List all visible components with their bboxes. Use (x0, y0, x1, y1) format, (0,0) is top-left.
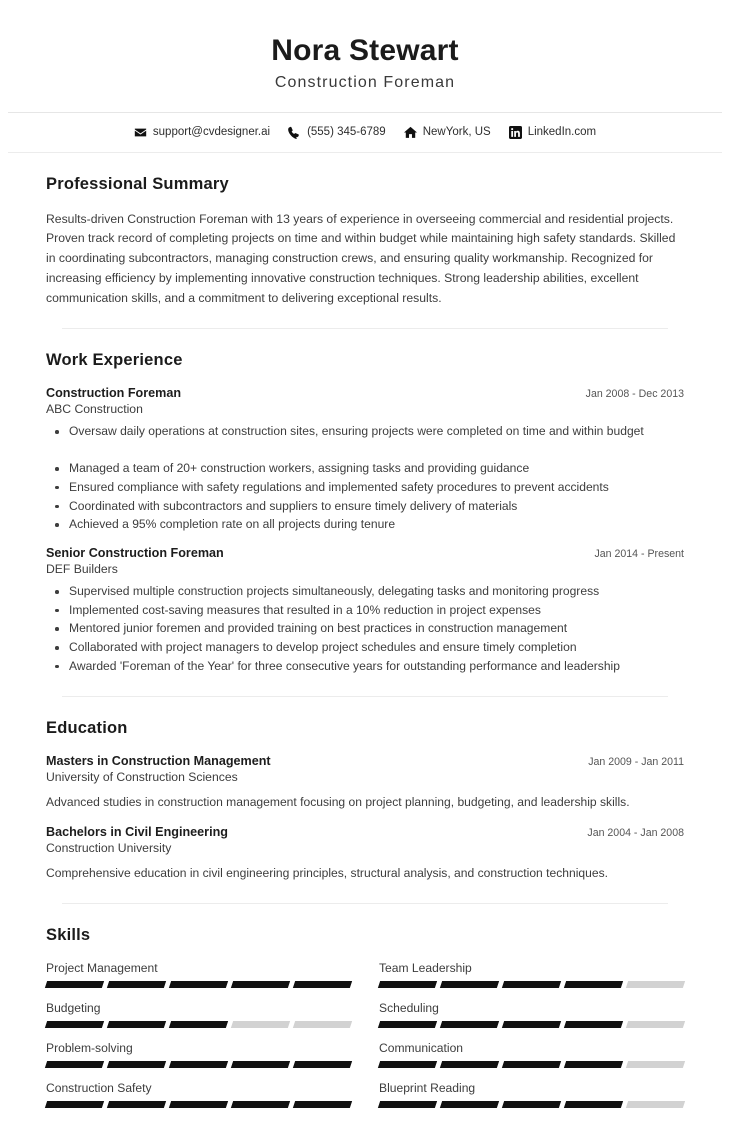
education-school: Construction University (46, 841, 684, 855)
skill-segment (231, 1101, 290, 1108)
skill-segment (502, 1061, 561, 1068)
education-school: University of Construction Sciences (46, 770, 684, 784)
work-bullet: Mentored junior foremen and provided training on best practices in construction management (46, 619, 684, 638)
skill-segment (45, 981, 104, 988)
education-description: Comprehensive education in civil engineering principles, structural analysis, and construction techniques. (46, 864, 684, 883)
skill-segment (169, 1061, 228, 1068)
work-role: Construction Foreman (46, 386, 181, 400)
skill-segment (378, 1021, 437, 1028)
work-entry (46, 546, 684, 676)
work-bullet: Managed a team of 20+ construction workers, assigning tasks and providing guidance (46, 459, 684, 478)
work-bullets (46, 422, 684, 534)
skill-segment (45, 1061, 104, 1068)
skill-segment (293, 1101, 352, 1108)
summary-text: Results-driven Construction Foreman with 13 years of experience in overseeing commercial and residential projects. Proven track record of completing projects on time and within budget while maintaining high safety standards. Skilled in coordinating subcontractors, managing construction crews, and ensuring quality workmanship. Recognized for increasing efficiency by implementing innovative construction techniques. Strong leadership abilities, excellent communication skills, and a commitment to delivering exceptional results. (46, 210, 684, 309)
skill-item (46, 1041, 351, 1081)
work-entry-header (46, 546, 684, 560)
education-degree: Bachelors in Civil Engineering (46, 825, 228, 839)
skill-label: Construction Safety (46, 1081, 351, 1095)
linkedin-icon (509, 126, 522, 139)
section-title-skills: Skills (46, 926, 684, 945)
skill-item (379, 1081, 684, 1121)
work-bullet: Ensured compliance with safety regulations and implemented safety procedures to prevent accidents (46, 478, 684, 497)
skill-segment (502, 1101, 561, 1108)
skill-segment (293, 981, 352, 988)
skill-segment (378, 981, 437, 988)
skills-grid (46, 961, 684, 1121)
home-icon (404, 126, 417, 139)
work-bullet: Supervised multiple construction projects simultaneously, delegating tasks and monitoring progress (46, 582, 684, 601)
skill-segment (107, 1061, 166, 1068)
work-bullets (46, 582, 684, 676)
skill-segment (169, 981, 228, 988)
section-title-summary: Professional Summary (46, 175, 684, 194)
skill-segment (502, 1021, 561, 1028)
skill-segment (564, 1101, 623, 1108)
contact-linkedin[interactable] (509, 126, 596, 139)
education-date: Jan 2004 - Jan 2008 (587, 827, 684, 839)
skill-level-bar (46, 1021, 351, 1028)
skill-segment (564, 1061, 623, 1068)
skill-segment (378, 1061, 437, 1068)
skill-segment (169, 1021, 228, 1028)
contact-email-text: support@cvdesigner.ai (153, 126, 270, 138)
skill-label: Problem-solving (46, 1041, 351, 1055)
skill-label: Project Management (46, 961, 351, 975)
envelope-icon (134, 126, 147, 139)
education-description: Advanced studies in construction management focusing on project planning, budgeting, and leadership skills. (46, 793, 684, 812)
work-bullet: Coordinated with subcontractors and suppliers to ensure timely delivery of materials (46, 497, 684, 516)
work-bullet: Implemented cost-saving measures that resulted in a 10% reduction in project expenses (46, 601, 684, 620)
section-skills (46, 904, 684, 1121)
section-education (46, 697, 684, 883)
skill-item (46, 1081, 351, 1121)
skill-segment (564, 1021, 623, 1028)
education-date: Jan 2009 - Jan 2011 (588, 756, 684, 768)
contact-bar (8, 112, 722, 153)
skill-label: Communication (379, 1041, 684, 1055)
skill-level-bar (379, 981, 684, 988)
skill-item (379, 1041, 684, 1081)
section-title-work: Work Experience (46, 351, 684, 370)
skill-segment (293, 1021, 352, 1028)
work-bullet: Achieved a 95% completion rate on all projects during tenure (46, 515, 684, 534)
skill-level-bar (46, 1101, 351, 1108)
skill-segment (378, 1101, 437, 1108)
contact-phone[interactable] (288, 126, 386, 139)
resume-body (0, 153, 730, 1121)
work-entry-header (46, 386, 684, 400)
skill-segment (626, 981, 685, 988)
skill-segment (440, 1021, 499, 1028)
contact-location[interactable] (404, 126, 491, 139)
work-bullet: Oversaw daily operations at construction sites, ensuring projects were completed on time and within budget (46, 422, 684, 441)
skill-item (46, 961, 351, 1001)
work-company: DEF Builders (46, 562, 684, 576)
skill-item (379, 1001, 684, 1041)
skill-label: Budgeting (46, 1001, 351, 1015)
skill-segment (440, 1061, 499, 1068)
skill-segment (107, 1101, 166, 1108)
skill-level-bar (46, 1061, 351, 1068)
skill-label: Scheduling (379, 1001, 684, 1015)
skill-segment (626, 1021, 685, 1028)
work-entry (46, 386, 684, 534)
work-role: Senior Construction Foreman (46, 546, 224, 560)
work-date: Jan 2008 - Dec 2013 (586, 388, 684, 400)
phone-icon (288, 126, 301, 139)
education-degree: Masters in Construction Management (46, 754, 271, 768)
skill-segment (231, 1021, 290, 1028)
contact-location-text: NewYork, US (423, 126, 491, 138)
skill-level-bar (46, 981, 351, 988)
skill-level-bar (379, 1101, 684, 1108)
work-bullet: Awarded 'Foreman of the Year' for three consecutive years for outstanding performance and leadership (46, 657, 684, 676)
contact-phone-text: (555) 345-6789 (307, 126, 386, 138)
skill-level-bar (379, 1021, 684, 1028)
skill-segment (231, 981, 290, 988)
skill-level-bar (379, 1061, 684, 1068)
skill-item (46, 1001, 351, 1041)
skill-segment (45, 1021, 104, 1028)
work-bullet: Collaborated with project managers to develop project schedules and ensure timely completion (46, 638, 684, 657)
skill-segment (502, 981, 561, 988)
education-entry (46, 825, 684, 883)
skill-segment (231, 1061, 290, 1068)
skill-segment (107, 981, 166, 988)
education-entry-header (46, 825, 684, 839)
candidate-job-title: Construction Foreman (0, 74, 730, 92)
skill-segment (626, 1101, 685, 1108)
skill-segment (440, 1101, 499, 1108)
contact-email[interactable] (134, 126, 270, 139)
skill-label: Blueprint Reading (379, 1081, 684, 1095)
candidate-name: Nora Stewart (0, 34, 730, 69)
resume-header (0, 0, 730, 112)
skill-segment (564, 981, 623, 988)
skill-item (379, 961, 684, 1001)
work-date: Jan 2014 - Present (594, 548, 684, 560)
skill-segment (169, 1101, 228, 1108)
contact-linkedin-text: LinkedIn.com (528, 126, 596, 138)
skill-segment (440, 981, 499, 988)
education-entry-header (46, 754, 684, 768)
skill-segment (293, 1061, 352, 1068)
skill-label: Team Leadership (379, 961, 684, 975)
section-work-experience (46, 329, 684, 675)
skill-segment (107, 1021, 166, 1028)
skill-segment (45, 1101, 104, 1108)
section-title-education: Education (46, 719, 684, 738)
education-entry (46, 754, 684, 812)
skill-segment (626, 1061, 685, 1068)
section-professional-summary (46, 153, 684, 309)
work-company: ABC Construction (46, 402, 684, 416)
